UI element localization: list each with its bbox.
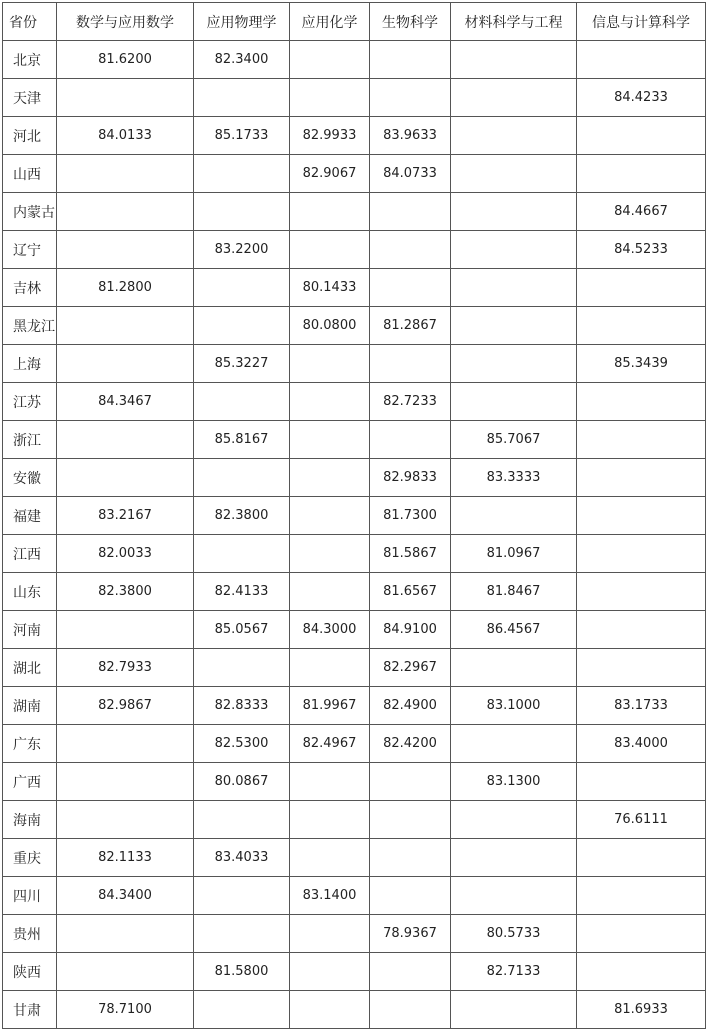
materials-score-cell: [451, 345, 577, 383]
info-computing-score-cell: [577, 307, 706, 345]
physics-score-cell: [194, 877, 290, 915]
chemistry-score-cell: [290, 497, 370, 535]
table-row: [3, 345, 706, 383]
province-cell: 内蒙古: [3, 193, 57, 231]
province-cell: 海南: [3, 801, 57, 839]
biology-score-cell: [370, 41, 451, 79]
chemistry-score-cell: [290, 459, 370, 497]
math-score-cell: [57, 611, 194, 649]
chemistry-score-cell: 82.9067: [290, 155, 370, 193]
chemistry-score-cell: [290, 953, 370, 991]
physics-score-cell: [194, 193, 290, 231]
chemistry-score-cell: [290, 193, 370, 231]
biology-score-cell: 81.2867: [370, 307, 451, 345]
header-materials: 材料科学与工程: [451, 3, 577, 41]
province-cell: 辽宁: [3, 231, 57, 269]
province-cell: 陕西: [3, 953, 57, 991]
chemistry-score-cell: [290, 345, 370, 383]
table-row: [3, 649, 706, 687]
chemistry-score-cell: [290, 79, 370, 117]
info-computing-score-cell: [577, 535, 706, 573]
physics-score-cell: [194, 79, 290, 117]
materials-score-cell: [451, 307, 577, 345]
info-computing-score-cell: 84.4233: [577, 79, 706, 117]
math-score-cell: [57, 79, 194, 117]
table-row: [3, 763, 706, 801]
materials-score-cell: [451, 383, 577, 421]
math-score-cell: 82.0033: [57, 535, 194, 573]
table-row: [3, 231, 706, 269]
table-row: [3, 801, 706, 839]
table-row: [3, 953, 706, 991]
info-computing-score-cell: [577, 497, 706, 535]
math-score-cell: 81.2800: [57, 269, 194, 307]
info-computing-score-cell: [577, 953, 706, 991]
physics-score-cell: 82.3800: [194, 497, 290, 535]
biology-score-cell: [370, 193, 451, 231]
materials-score-cell: [451, 269, 577, 307]
header-province: 省份: [3, 3, 57, 41]
math-score-cell: [57, 155, 194, 193]
materials-score-cell: 81.0967: [451, 535, 577, 573]
chemistry-score-cell: [290, 801, 370, 839]
physics-score-cell: 80.0867: [194, 763, 290, 801]
chemistry-score-cell: [290, 915, 370, 953]
province-cell: 上海: [3, 345, 57, 383]
info-computing-score-cell: [577, 459, 706, 497]
math-score-cell: 81.6200: [57, 41, 194, 79]
physics-score-cell: 82.4133: [194, 573, 290, 611]
biology-score-cell: [370, 763, 451, 801]
materials-score-cell: [451, 79, 577, 117]
physics-score-cell: 85.3227: [194, 345, 290, 383]
table-row: [3, 687, 706, 725]
physics-score-cell: [194, 307, 290, 345]
table-row: [3, 307, 706, 345]
table-row: [3, 991, 706, 1029]
province-cell: 江西: [3, 535, 57, 573]
table-row: [3, 79, 706, 117]
info-computing-score-cell: 83.4000: [577, 725, 706, 763]
info-computing-score-cell: 81.6933: [577, 991, 706, 1029]
materials-score-cell: 85.7067: [451, 421, 577, 459]
province-cell: 广东: [3, 725, 57, 763]
math-score-cell: 82.7933: [57, 649, 194, 687]
table-row: [3, 573, 706, 611]
chemistry-score-cell: 80.1433: [290, 269, 370, 307]
biology-score-cell: 81.5867: [370, 535, 451, 573]
materials-score-cell: [451, 991, 577, 1029]
chemistry-score-cell: [290, 383, 370, 421]
biology-score-cell: [370, 953, 451, 991]
physics-score-cell: 82.5300: [194, 725, 290, 763]
biology-score-cell: [370, 991, 451, 1029]
table-row: [3, 611, 706, 649]
info-computing-score-cell: [577, 763, 706, 801]
materials-score-cell: 83.3333: [451, 459, 577, 497]
physics-score-cell: [194, 269, 290, 307]
physics-score-cell: 81.5800: [194, 953, 290, 991]
math-score-cell: [57, 231, 194, 269]
biology-score-cell: 82.4900: [370, 687, 451, 725]
materials-score-cell: [451, 725, 577, 763]
math-score-cell: [57, 459, 194, 497]
table-row: [3, 497, 706, 535]
table-row: [3, 41, 706, 79]
table-row: [3, 421, 706, 459]
biology-score-cell: [370, 421, 451, 459]
info-computing-score-cell: 83.1733: [577, 687, 706, 725]
table-row: [3, 535, 706, 573]
materials-score-cell: 82.7133: [451, 953, 577, 991]
math-score-cell: 83.2167: [57, 497, 194, 535]
materials-score-cell: 83.1000: [451, 687, 577, 725]
chemistry-score-cell: 83.1400: [290, 877, 370, 915]
physics-score-cell: [194, 155, 290, 193]
biology-score-cell: 84.9100: [370, 611, 451, 649]
info-computing-score-cell: [577, 269, 706, 307]
biology-score-cell: 82.4200: [370, 725, 451, 763]
materials-score-cell: 80.5733: [451, 915, 577, 953]
table-row: [3, 725, 706, 763]
info-computing-score-cell: 85.3439: [577, 345, 706, 383]
math-score-cell: [57, 725, 194, 763]
table-row: [3, 155, 706, 193]
math-score-cell: [57, 915, 194, 953]
header-biology: 生物科学: [370, 3, 451, 41]
table-row: [3, 459, 706, 497]
math-score-cell: 82.1133: [57, 839, 194, 877]
chemistry-score-cell: [290, 573, 370, 611]
materials-score-cell: 86.4567: [451, 611, 577, 649]
scores-table: [2, 2, 706, 1029]
province-cell: 北京: [3, 41, 57, 79]
province-cell: 吉林: [3, 269, 57, 307]
chemistry-score-cell: [290, 421, 370, 459]
materials-score-cell: 81.8467: [451, 573, 577, 611]
physics-score-cell: [194, 991, 290, 1029]
physics-score-cell: [194, 535, 290, 573]
chemistry-score-cell: 84.3000: [290, 611, 370, 649]
math-score-cell: 78.7100: [57, 991, 194, 1029]
materials-score-cell: [451, 839, 577, 877]
info-computing-score-cell: [577, 155, 706, 193]
province-cell: 广西: [3, 763, 57, 801]
biology-score-cell: [370, 269, 451, 307]
materials-score-cell: [451, 231, 577, 269]
chemistry-score-cell: [290, 535, 370, 573]
chemistry-score-cell: [290, 231, 370, 269]
biology-score-cell: [370, 877, 451, 915]
table-row: [3, 877, 706, 915]
materials-score-cell: [451, 155, 577, 193]
biology-score-cell: 78.9367: [370, 915, 451, 953]
physics-score-cell: 85.1733: [194, 117, 290, 155]
math-score-cell: 84.0133: [57, 117, 194, 155]
chemistry-score-cell: [290, 649, 370, 687]
header-physics: 应用物理学: [194, 3, 290, 41]
chemistry-score-cell: 82.9933: [290, 117, 370, 155]
info-computing-score-cell: [577, 915, 706, 953]
province-cell: 天津: [3, 79, 57, 117]
table-body: [3, 41, 706, 1029]
info-computing-score-cell: [577, 611, 706, 649]
biology-score-cell: [370, 231, 451, 269]
table-row: [3, 117, 706, 155]
physics-score-cell: 83.4033: [194, 839, 290, 877]
chemistry-score-cell: [290, 991, 370, 1029]
header-math: 数学与应用数学: [57, 3, 194, 41]
math-score-cell: [57, 763, 194, 801]
materials-score-cell: [451, 877, 577, 915]
physics-score-cell: [194, 801, 290, 839]
info-computing-score-cell: 84.4667: [577, 193, 706, 231]
materials-score-cell: [451, 801, 577, 839]
chemistry-score-cell: [290, 41, 370, 79]
materials-score-cell: 83.1300: [451, 763, 577, 801]
math-score-cell: [57, 307, 194, 345]
info-computing-score-cell: [577, 117, 706, 155]
province-cell: 浙江: [3, 421, 57, 459]
info-computing-score-cell: [577, 573, 706, 611]
math-score-cell: [57, 421, 194, 459]
materials-score-cell: [451, 497, 577, 535]
province-cell: 贵州: [3, 915, 57, 953]
biology-score-cell: 82.7233: [370, 383, 451, 421]
math-score-cell: [57, 193, 194, 231]
chemistry-score-cell: 82.4967: [290, 725, 370, 763]
biology-score-cell: 83.9633: [370, 117, 451, 155]
biology-score-cell: 82.2967: [370, 649, 451, 687]
biology-score-cell: 81.7300: [370, 497, 451, 535]
physics-score-cell: 83.2200: [194, 231, 290, 269]
math-score-cell: [57, 345, 194, 383]
info-computing-score-cell: 76.6111: [577, 801, 706, 839]
province-cell: 重庆: [3, 839, 57, 877]
info-computing-score-cell: [577, 877, 706, 915]
header-row: [3, 3, 706, 41]
table-row: [3, 193, 706, 231]
chemistry-score-cell: [290, 763, 370, 801]
physics-score-cell: 85.8167: [194, 421, 290, 459]
math-score-cell: [57, 953, 194, 991]
math-score-cell: 82.3800: [57, 573, 194, 611]
physics-score-cell: [194, 459, 290, 497]
info-computing-score-cell: [577, 839, 706, 877]
province-cell: 甘肃: [3, 991, 57, 1029]
biology-score-cell: 84.0733: [370, 155, 451, 193]
biology-score-cell: 81.6567: [370, 573, 451, 611]
province-cell: 河南: [3, 611, 57, 649]
info-computing-score-cell: 84.5233: [577, 231, 706, 269]
province-cell: 山西: [3, 155, 57, 193]
province-cell: 福建: [3, 497, 57, 535]
physics-score-cell: [194, 915, 290, 953]
table-row: [3, 383, 706, 421]
province-cell: 黑龙江: [3, 307, 57, 345]
math-score-cell: 84.3400: [57, 877, 194, 915]
materials-score-cell: [451, 649, 577, 687]
physics-score-cell: 85.0567: [194, 611, 290, 649]
biology-score-cell: 82.9833: [370, 459, 451, 497]
math-score-cell: 82.9867: [57, 687, 194, 725]
materials-score-cell: [451, 41, 577, 79]
physics-score-cell: [194, 383, 290, 421]
province-cell: 安徽: [3, 459, 57, 497]
province-cell: 湖北: [3, 649, 57, 687]
biology-score-cell: [370, 79, 451, 117]
info-computing-score-cell: [577, 383, 706, 421]
info-computing-score-cell: [577, 649, 706, 687]
province-cell: 四川: [3, 877, 57, 915]
table-row: [3, 915, 706, 953]
table-row: [3, 839, 706, 877]
physics-score-cell: 82.3400: [194, 41, 290, 79]
info-computing-score-cell: [577, 41, 706, 79]
materials-score-cell: [451, 117, 577, 155]
chemistry-score-cell: 80.0800: [290, 307, 370, 345]
province-cell: 山东: [3, 573, 57, 611]
header-chemistry: 应用化学: [290, 3, 370, 41]
info-computing-score-cell: [577, 421, 706, 459]
chemistry-score-cell: [290, 839, 370, 877]
biology-score-cell: [370, 345, 451, 383]
math-score-cell: [57, 801, 194, 839]
math-score-cell: 84.3467: [57, 383, 194, 421]
header-info-computing: 信息与计算科学: [577, 3, 706, 41]
biology-score-cell: [370, 801, 451, 839]
physics-score-cell: [194, 649, 290, 687]
biology-score-cell: [370, 839, 451, 877]
table-row: [3, 269, 706, 307]
province-cell: 湖南: [3, 687, 57, 725]
physics-score-cell: 82.8333: [194, 687, 290, 725]
province-cell: 江苏: [3, 383, 57, 421]
materials-score-cell: [451, 193, 577, 231]
chemistry-score-cell: 81.9967: [290, 687, 370, 725]
province-cell: 河北: [3, 117, 57, 155]
